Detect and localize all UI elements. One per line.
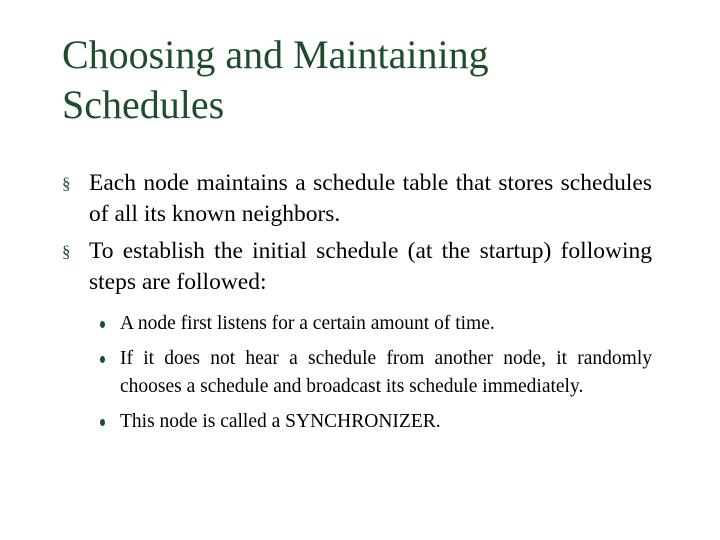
sub-bullet-text: This node is called a SYNCHRONIZER.	[120, 411, 441, 432]
dot-bullet-icon	[100, 419, 105, 426]
section-bullet-icon: §	[62, 174, 71, 193]
slide-title-line-2: Schedules	[62, 82, 225, 127]
dot-bullet-icon	[100, 321, 105, 328]
bullet-text: To establish the initial schedule (at the startup) following steps are followed:	[89, 238, 652, 295]
slide-title-line-1: Choosing and Maintaining	[62, 32, 489, 77]
slide-body	[62, 168, 652, 443]
sub-bullet-item-listen	[100, 310, 652, 338]
slide-title	[62, 30, 662, 130]
bullet-text: Each node maintains a schedule table that stores schedules of all its known neighbors.	[89, 170, 652, 227]
sub-bullet-item-synchronizer	[100, 408, 652, 436]
sub-bullet-item-choose-schedule	[100, 345, 652, 401]
sub-bullet-text: A node first listens for a certain amount of time.	[120, 313, 495, 334]
sub-bullet-text: If it does not hear a schedule from another node, it randomly chooses a schedule and broadcast its schedule immediately.	[120, 348, 652, 397]
dot-bullet-icon	[100, 356, 105, 363]
section-bullet-icon: §	[62, 242, 71, 261]
sub-bullet-list	[62, 310, 652, 436]
bullet-item-initial-schedule	[62, 236, 652, 298]
bullet-item-schedule-table	[62, 168, 652, 230]
